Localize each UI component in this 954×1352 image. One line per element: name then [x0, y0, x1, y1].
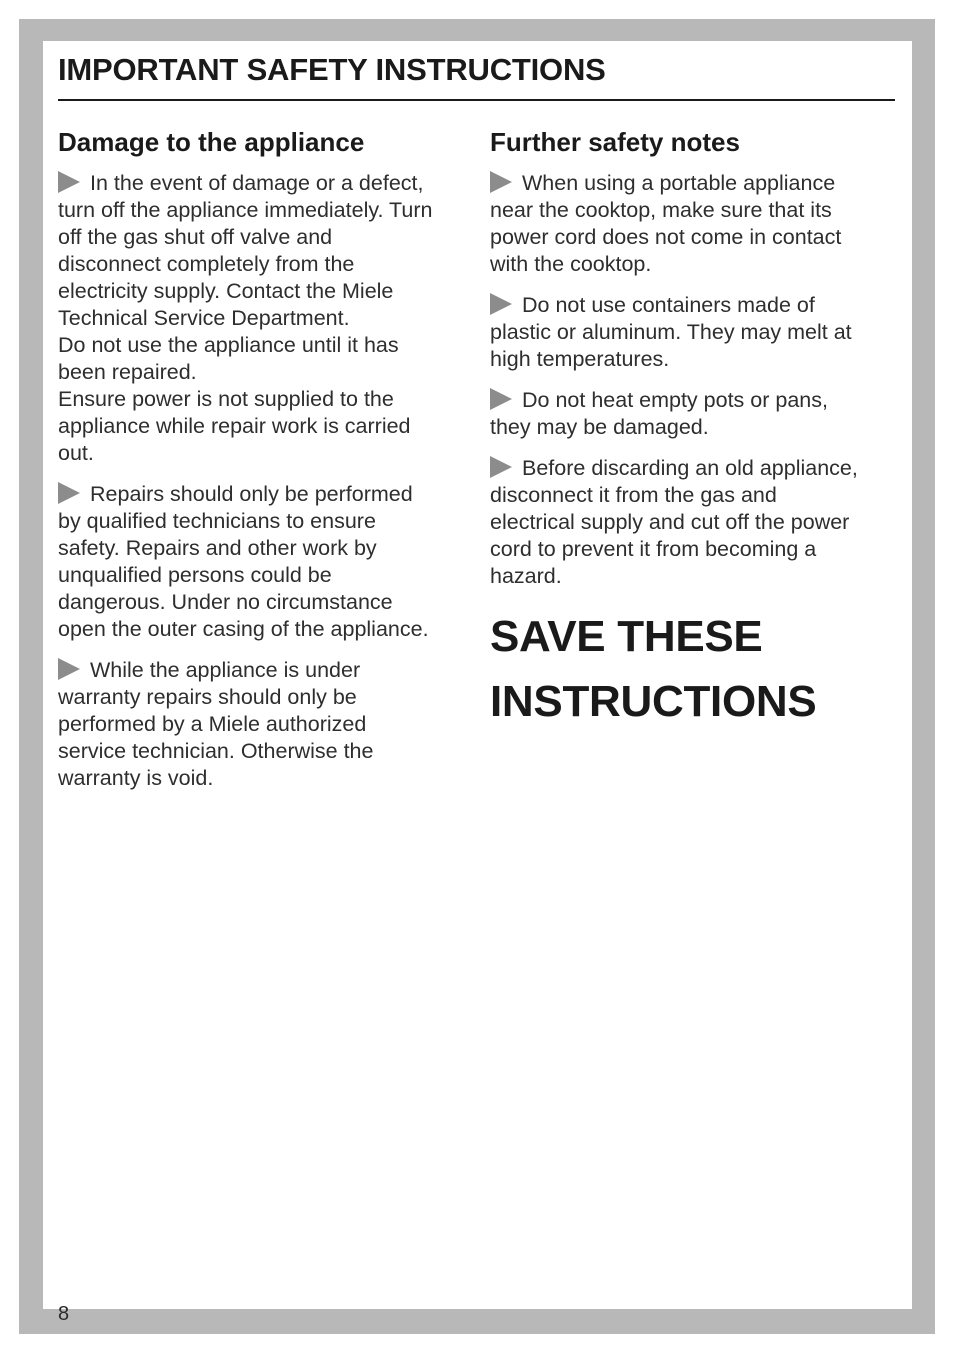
note-text: In the event of damage or a defect,	[90, 171, 424, 195]
safety-note	[490, 455, 895, 590]
note-line	[490, 292, 895, 319]
save-notice-line: SAVE THESE	[490, 612, 763, 661]
safety-note	[490, 292, 895, 373]
note-line: dangerous. Under no circumstance	[58, 590, 393, 614]
note-text: Do not use containers made of	[522, 293, 815, 317]
note-line: disconnect it from the gas and	[490, 483, 777, 507]
note-line: by qualified technicians to ensure	[58, 509, 376, 533]
note-line: performed by a Miele authorized	[58, 712, 367, 736]
note-line: disconnect completely from the	[58, 252, 355, 276]
note-line: electricity supply. Contact the Miele	[58, 279, 394, 303]
note-line: Do not use the appliance until it has	[58, 333, 399, 357]
header-divider	[58, 99, 895, 101]
safety-note	[58, 481, 466, 643]
note-line: safety. Repairs and other work by	[58, 536, 377, 560]
note-line: Ensure power is not supplied to the	[58, 387, 394, 411]
save-notice-line: INSTRUCTIONS	[490, 677, 817, 726]
note-line: out.	[58, 441, 94, 465]
note-text: Do not heat empty pots or pans,	[522, 388, 828, 412]
save-instructions-notice	[490, 604, 895, 734]
triangle-bullet-icon	[58, 658, 80, 680]
note-line: warranty is void.	[58, 766, 214, 790]
note-line: hazard.	[490, 564, 562, 588]
note-line: off the gas shut off valve and	[58, 225, 333, 249]
note-line: near the cooktop, make sure that its	[490, 198, 832, 222]
note-line: high temperatures.	[490, 347, 670, 371]
note-line: open the outer casing of the appliance.	[58, 617, 429, 641]
note-text: While the appliance is under	[90, 658, 361, 682]
note-line: plastic or aluminum. They may melt at	[490, 320, 852, 344]
safety-note	[58, 170, 466, 467]
note-text: When using a portable appliance	[522, 171, 836, 195]
triangle-bullet-icon	[490, 456, 512, 478]
note-line	[490, 170, 895, 197]
note-line: with the cooktop.	[490, 252, 652, 276]
note-line	[58, 657, 466, 684]
triangle-bullet-icon	[490, 171, 512, 193]
triangle-bullet-icon	[490, 293, 512, 315]
note-text: Repairs should only be performed	[90, 482, 413, 506]
note-line: Technical Service Department.	[58, 306, 350, 330]
note-line: cord to prevent it from becoming a	[490, 537, 817, 561]
note-line: warranty repairs should only be	[58, 685, 357, 709]
triangle-bullet-icon	[58, 482, 80, 504]
safety-note	[490, 170, 895, 278]
triangle-bullet-icon	[490, 388, 512, 410]
note-line: power cord does not come in contact	[490, 225, 842, 249]
note-line: service technician. Otherwise the	[58, 739, 374, 763]
note-line: turn off the appliance immediately. Turn	[58, 198, 433, 222]
page-number: 8	[58, 1303, 70, 1325]
note-line	[58, 481, 466, 508]
note-line: appliance while repair work is carried	[58, 414, 411, 438]
triangle-bullet-icon	[58, 171, 80, 193]
left-column	[58, 124, 466, 806]
section-heading-damage: Damage to the appliance	[58, 127, 365, 157]
safety-note	[58, 657, 466, 792]
note-line	[58, 170, 466, 197]
note-line: been repaired.	[58, 360, 197, 384]
note-text: Before discarding an old appliance,	[522, 456, 858, 480]
right-column	[490, 124, 895, 734]
page-title: IMPORTANT SAFETY INSTRUCTIONS	[58, 52, 606, 87]
section-heading-further: Further safety notes	[490, 127, 740, 157]
note-line	[490, 455, 895, 482]
safety-note	[490, 387, 895, 441]
note-line: they may be damaged.	[490, 415, 709, 439]
note-line: electrical supply and cut off the power	[490, 510, 850, 534]
note-line: unqualified persons could be	[58, 563, 332, 587]
note-line	[490, 387, 895, 414]
